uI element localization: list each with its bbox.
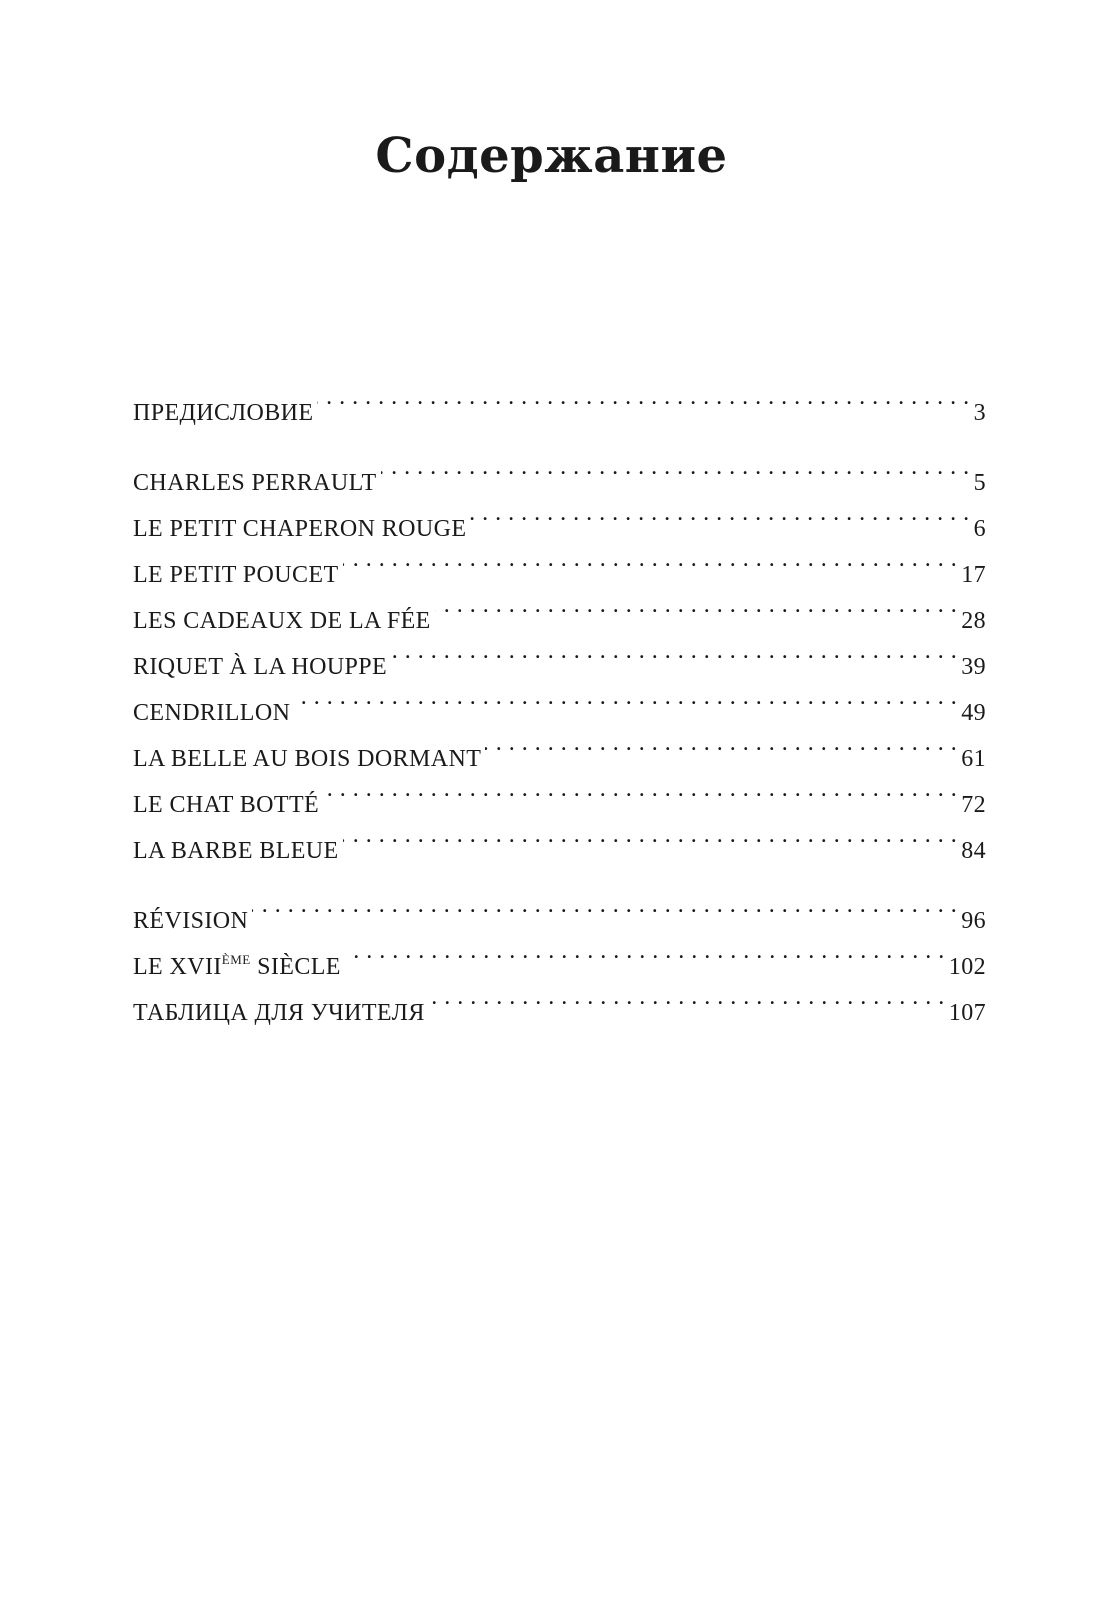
toc-entry-title: CENDRILLON [133, 700, 291, 726]
toc-entry-title: RIQUET À LA HOUPPE [133, 654, 388, 680]
toc-entry-title: RÉVISION [133, 908, 249, 934]
dot-leader [252, 882, 957, 928]
toc-entry-page: 107 [948, 1000, 986, 1026]
toc-entry-title: CHARLES PERRAULT [133, 470, 377, 496]
dot-leader [343, 812, 958, 858]
toc-entry-page: 5 [973, 470, 986, 496]
toc-entry-title-part: LE XVII [133, 954, 222, 980]
toc-entry-page: 72 [961, 792, 986, 818]
toc-entry-title: LES CADEAUX DE LA FÉE [133, 608, 431, 634]
toc-entry-title: LE CHAT BOTTÉ [133, 792, 320, 818]
dot-leader [343, 536, 958, 582]
toc-entry-page: 49 [961, 700, 986, 726]
dot-leader [435, 582, 957, 628]
dot-leader [345, 928, 945, 974]
toc-entry-page: 61 [961, 746, 986, 772]
toc-entry-page: 39 [961, 654, 986, 680]
superscript-ordinal: ÈME [221, 952, 251, 967]
toc-entry[interactable] [133, 444, 986, 496]
toc-entry-page: 102 [948, 954, 986, 980]
table-of-contents [133, 374, 986, 1026]
toc-entry-title: ПРЕДИСЛОВИЕ [133, 400, 314, 426]
page-title: Содержание [375, 128, 728, 185]
dot-leader [381, 444, 970, 490]
toc-entry-title: LA BARBE BLEUE [133, 838, 339, 864]
dot-leader [294, 674, 957, 720]
toc-group-appendix [133, 882, 986, 1026]
toc-entry[interactable] [133, 374, 986, 426]
toc-entry-page: 6 [973, 516, 986, 542]
dot-leader [391, 628, 957, 674]
toc-entry-page: 96 [961, 908, 986, 934]
dot-leader [317, 374, 969, 420]
toc-entry-title: LA BELLE AU BOIS DORMANT [133, 746, 482, 772]
toc-entry-page: 3 [973, 400, 986, 426]
toc-entry-title: ТАБЛИЦА ДЛЯ УЧИТЕЛЯ [133, 1000, 425, 1026]
toc-entry-title-part: SIÈCLE [250, 954, 341, 980]
toc-group-tales [133, 444, 986, 864]
toc-entry-title [133, 937, 341, 990]
dot-leader [429, 974, 945, 1020]
dot-leader [485, 720, 957, 766]
dot-leader [470, 490, 969, 536]
toc-entry-page: 28 [961, 608, 986, 634]
toc-entry[interactable] [133, 928, 986, 980]
toc-entry-page: 84 [961, 838, 986, 864]
toc-entry-title: LE PETIT POUCET [133, 562, 339, 588]
toc-group-preface [133, 374, 986, 426]
toc-entry[interactable] [133, 882, 986, 934]
dot-leader [323, 766, 957, 812]
toc-entry-page: 17 [961, 562, 986, 588]
toc-entry-title: LE PETIT CHAPERON ROUGE [133, 516, 467, 542]
